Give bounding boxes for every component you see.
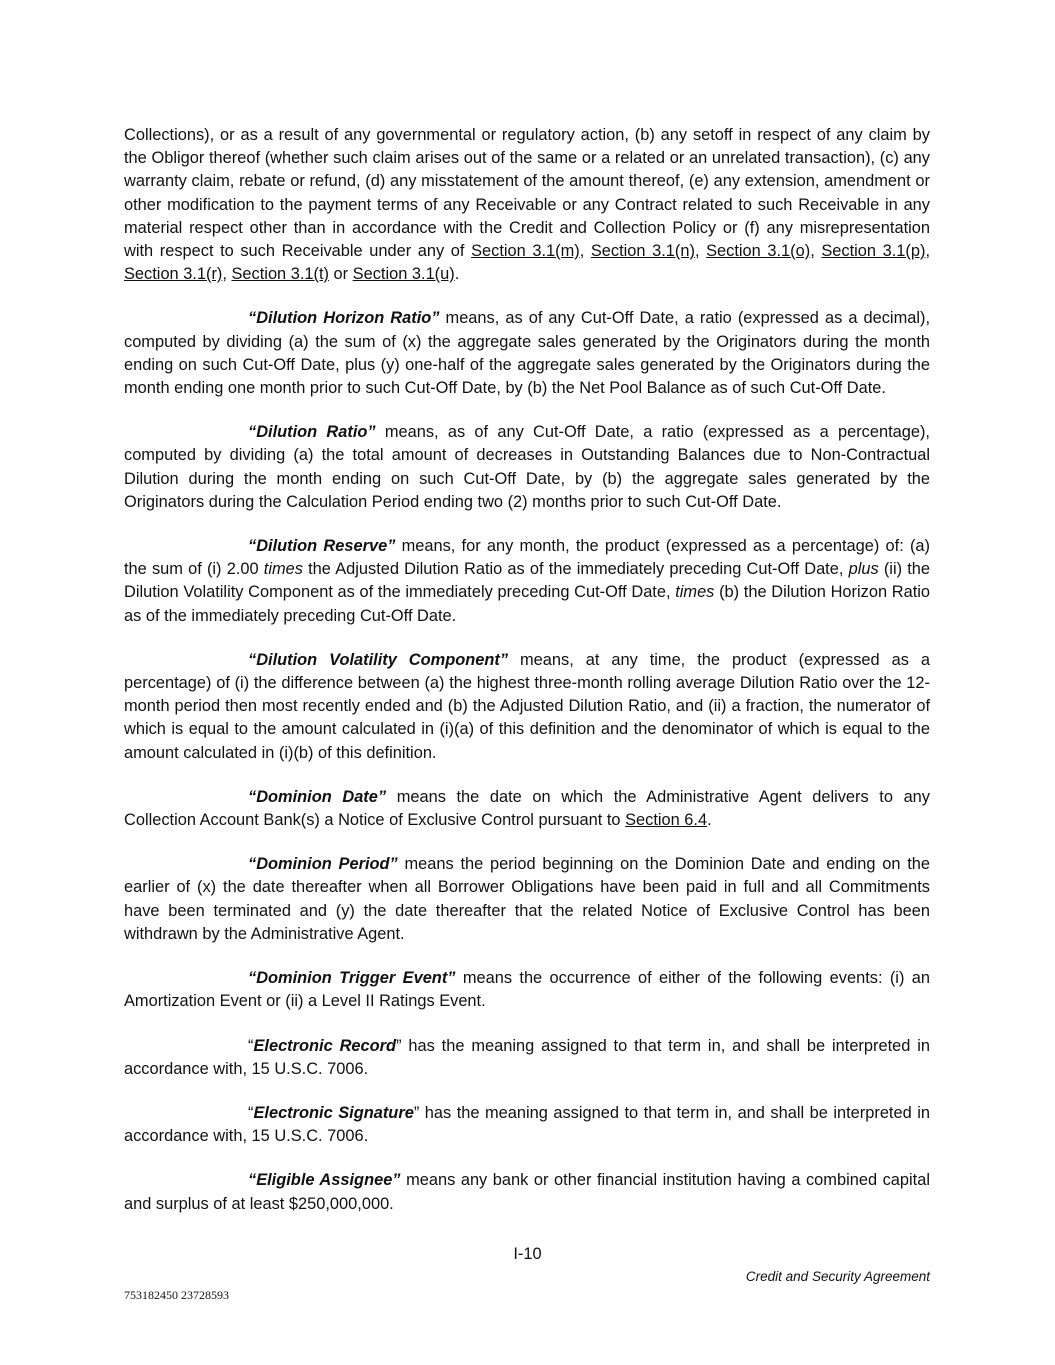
open-quote: “ <box>248 1103 254 1122</box>
definition-dilution-volatility-component <box>124 649 930 765</box>
definition-text: means, for any month, the product (expressed as a percentage) of: (a) the sum of (i) 2.00 <box>124 537 930 579</box>
definition-electronic-signature <box>124 1102 930 1148</box>
definition-eligible-assignee <box>124 1169 930 1215</box>
definition-text: means, at any time, the product (expressed as a percentage) of (i) the difference between (a) the highest three-month rolling average Dilution Ratio over the 12-month period then most recently ended and (b) the Adjusted Dilution Ratio, and (ii) a fraction, the numerator of which is equal to the amount calculated in (i)(a) of this definition and the denominator of which is equal to the amount calculated in (i)(b) of this definition. <box>124 650 930 762</box>
separator: or <box>328 265 353 284</box>
open-quote: “ <box>248 1036 254 1055</box>
section-reference[interactable]: Section 3.1(o) <box>706 242 811 261</box>
defined-term: “Dominion Trigger Event” <box>248 969 456 988</box>
page-number: I-10 <box>513 1245 542 1263</box>
defined-term: Electronic Record <box>253 1036 397 1055</box>
definition-dominion-trigger-event <box>124 967 930 1013</box>
section-reference[interactable]: Section 3.1(m) <box>471 242 580 261</box>
definition-text: means any bank or other financial institution having a combined capital and surplus of at least $250,000,000. <box>124 1171 930 1213</box>
document-id: 753182450 23728593 <box>124 1288 229 1302</box>
definition-dilution-ratio <box>124 421 930 514</box>
section-reference[interactable]: Section 3.1(n) <box>590 242 695 261</box>
definition-text: ” has the meaning assigned to that term in, and shall be interpreted in accordance with, 15 U.S.C. 7006. <box>124 1036 930 1078</box>
defined-term: “Dominion Date” <box>248 787 387 806</box>
paragraph-text: Collections), or as a result of any governmental or regulatory action, (b) any setoff in respect of any claim by the Obligor thereof (whether such claim arises out of the same or a related or an unrelated transaction), (c) any warranty claim, rebate or refund, (d) any misstatement of the amount thereof, (e) any extension, amendment or other modification to the payment terms of any Receivable or any Contract related to such Receivable in any material respect other than in accordance with the Credit and Collection Policy or (f) any misrepresentation with respect to such Receivable under any of <box>124 126 930 261</box>
defined-term: “Dilution Ratio” <box>248 423 376 442</box>
definition-text: means, as of any Cut-Off Date, a ratio (expressed as a decimal), computed by dividing (a) the sum of (x) the aggregate sales generated by the Originators during the month ending on such Cut-Off Date, plus (y) one-half of the aggregate sales generated by the Originators during the month ending one month prior to such Cut-Off Date, by (b) the Net Pool Balance as of such Cut-Off Date. <box>124 309 931 398</box>
definition-text: (b) the Dilution Horizon Ratio as of the immediately preceding Cut-Off Date. <box>124 583 931 625</box>
definition-text: means the occurrence of either of the following events: (i) an Amortization Event or (ii) a Level II Ratings Event. <box>124 969 930 1011</box>
definition-text: the Adjusted Dilution Ratio as of the immediately preceding Cut-Off Date, <box>302 560 849 579</box>
separator: , <box>222 265 232 284</box>
period: . <box>707 811 712 830</box>
period: . <box>454 265 460 284</box>
emphasis: times <box>675 583 715 602</box>
continuation-paragraph <box>124 124 930 286</box>
defined-term: “Eligible Assignee” <box>248 1171 401 1190</box>
defined-term: “Dilution Reserve” <box>248 537 396 556</box>
definition-text: means the period beginning on the Dominion Date and ending on the earlier of (x) the date thereafter when all Borrower Obligations have been paid in full and all Commitments have been terminated and (y) the date thereafter that the related Notice of Exclusive Control has been withdrawn by the Administrative Agent. <box>124 855 930 943</box>
definition-dilution-reserve <box>124 535 930 628</box>
section-reference[interactable]: Section 3.1(u) <box>352 265 455 284</box>
separator: , <box>694 242 707 261</box>
emphasis: times <box>263 560 303 579</box>
document-body <box>124 124 930 1237</box>
definition-dilution-horizon-ratio <box>124 307 930 400</box>
definition-text: means the date on which the Administrative Agent delivers to any Collection Account Bank(s) a Notice of Exclusive Control pursuant to <box>124 787 930 830</box>
defined-term: “Dilution Volatility Component” <box>248 650 509 669</box>
definition-electronic-record <box>124 1035 930 1081</box>
emphasis: plus <box>848 560 879 579</box>
section-reference[interactable]: Section 6.4 <box>625 811 708 830</box>
definition-text: (ii) the Dilution Volatility Component as of the immediately preceding Cut-Off Date, <box>124 560 931 602</box>
definition-text: means, as of any Cut-Off Date, a ratio (expressed as a percentage), computed by dividing (a) the total amount of decreases in Outstanding Balances due to Non-Contractual Dilution during the month ending on such Cut-Off Date, by (b) the aggregate sales generated by the Originators during the Calculation Period ending two (2) months prior to such Cut-Off Date. <box>124 423 930 511</box>
footer-document-title: Credit and Security Agreement <box>745 1269 930 1284</box>
definition-dominion-date <box>124 786 930 832</box>
section-reference[interactable]: Section 3.1(t) <box>231 265 329 284</box>
definition-dominion-period <box>124 853 930 946</box>
separator: , <box>579 242 591 261</box>
defined-term: “Dilution Horizon Ratio” <box>248 309 440 328</box>
separator: , <box>925 242 931 261</box>
separator: , <box>810 242 822 261</box>
defined-term: “Dominion Period” <box>248 855 398 874</box>
defined-term: Electronic Signature <box>253 1103 414 1122</box>
section-reference[interactable]: Section 3.1(r) <box>124 265 223 284</box>
definition-text: ” has the meaning assigned to that term in, and shall be interpreted in accordance with, 15 U.S.C. 7006. <box>124 1103 930 1146</box>
section-reference[interactable]: Section 3.1(p) <box>821 242 926 261</box>
